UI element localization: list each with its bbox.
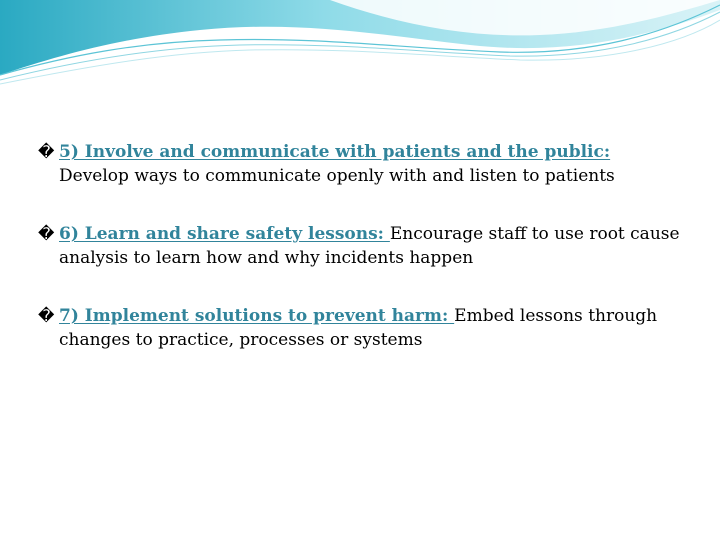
bullet-marker: � <box>38 306 55 325</box>
header-wave-decoration <box>0 0 720 90</box>
bullet-text: Embed lessons through changes to practice, processes or systems <box>59 306 658 350</box>
bullet-item-6 <box>38 222 698 270</box>
bullet-text: Encourage staff to use root cause analysis to learn how and why incidents happen <box>59 224 680 268</box>
bullet-heading: 7) Implement solutions to prevent harm: <box>59 306 455 326</box>
bullet-marker: � <box>38 142 55 161</box>
bullet-heading: 6) Learn and share safety lessons: <box>59 224 390 244</box>
bullet-text: Develop ways to communicate openly with and listen to patients <box>59 166 615 186</box>
bullet-marker: � <box>38 224 55 243</box>
bullet-list <box>38 140 698 386</box>
bullet-heading: 5) Involve and communicate with patients and the public: <box>59 142 611 162</box>
bullet-item-7 <box>38 304 698 352</box>
bullet-item-5 <box>38 140 698 188</box>
